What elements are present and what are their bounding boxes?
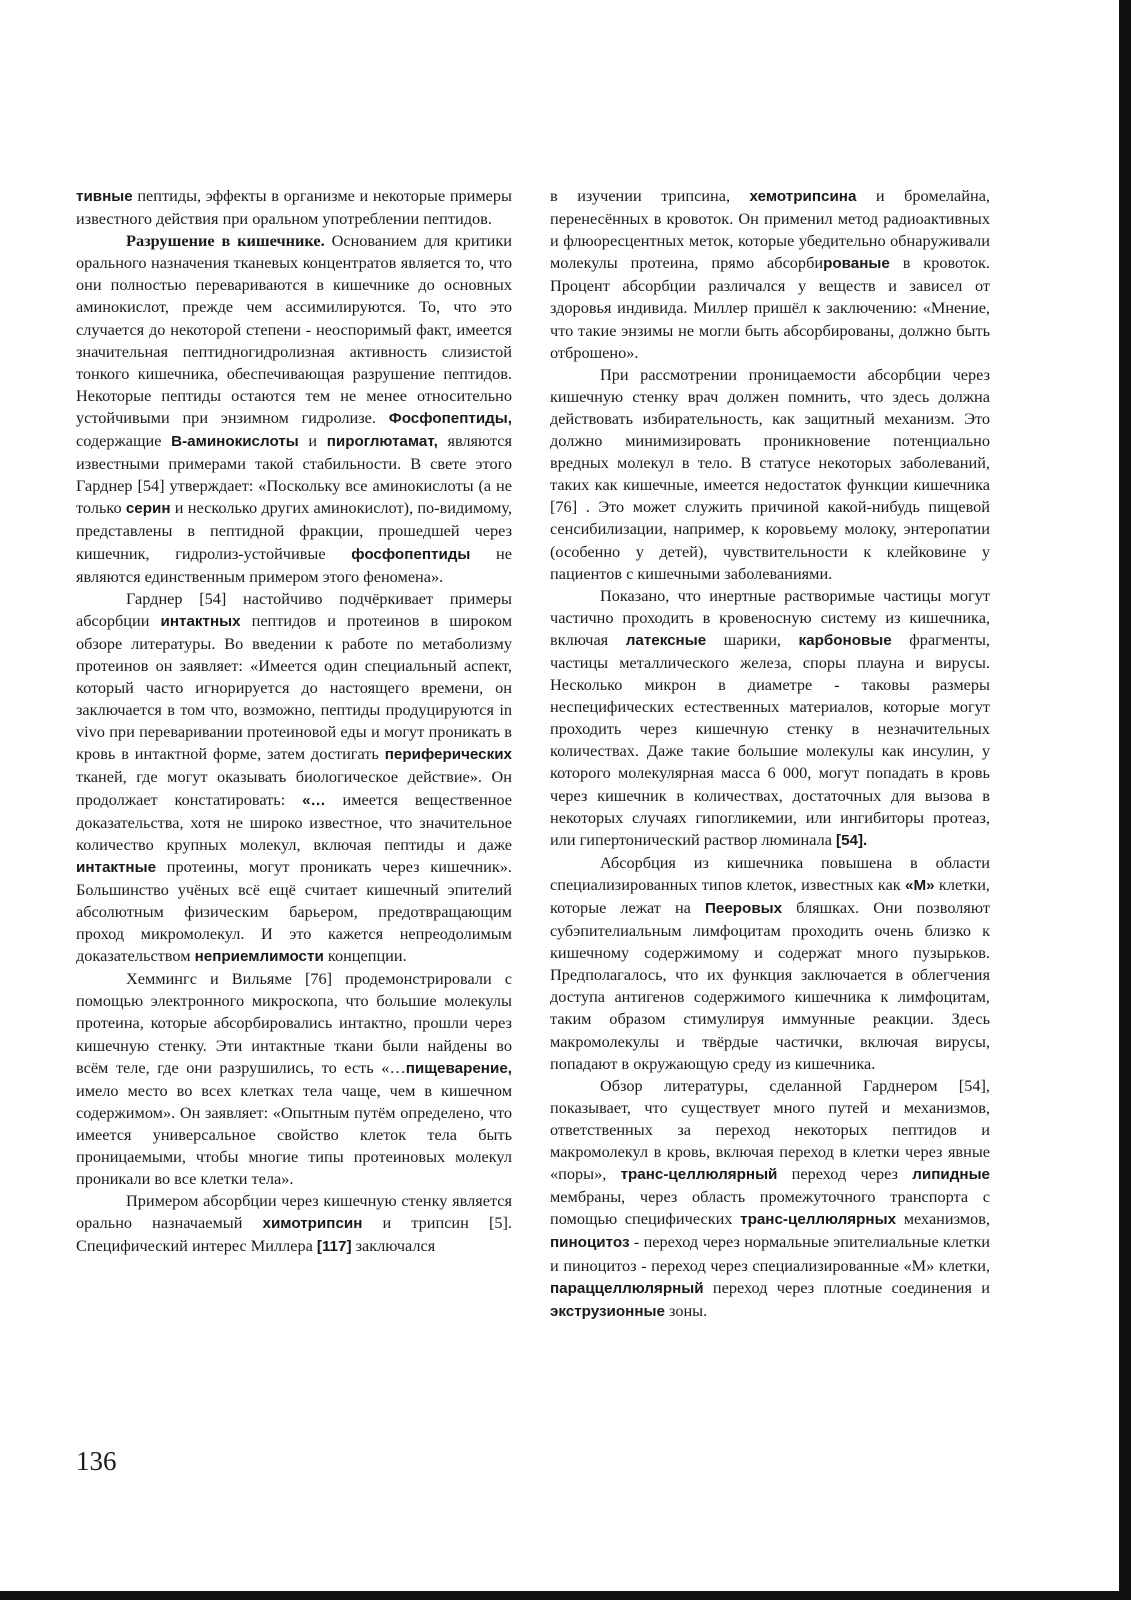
text: Обзор литературы, сделанной Гарднером [54], показывает, что существует много путей и механизмов, ответственных за переход некоторых пептидов и макромолекул в кровь, включая переход в клетки через явные «поры», [550,1075,990,1184]
term: пищеварение, [405,1059,512,1077]
text: фрагменты, частицы металлического железа, споры плауна и вирусы. Несколько микрон в диаметре - таковы размеры неспецифических естественных материалов, которые могут проходить через кишечную стенку в незначительных количествах. Даже такие большие молекулы как инсулин, у которого молекулярная масса 6 000, могут попадать в кровь через кишечник в количествах, достаточных для вызова в некоторых случаях гипогликемии, или ингибиторы протеаз, или гипертонический раствор люминала [550,629,991,849]
text: Хеммингс и Вильяме [76] продемонстрировали с помощью электронного микроскопа, что большие молекулы протеина, которые абсорбировались интактно, прошли через кишечную стенку. Эти интактные ткани были найдены во всём теле, где они разрушились, то есть «… [76,969,512,1077]
text: Показано, что инертные растворимые частицы могут частично проходить в кровеносную систему из кишечника, включая [550,585,990,649]
text: мембраны, через область промежуточного транспорта с помощью специфических [550,1187,990,1229]
scan-edge-bottom [0,1591,1131,1600]
text: не являются единственным примером этого феномена». [76,543,512,586]
term: «М» [905,876,935,894]
term: Пееровых [704,900,783,917]
paragraph [550,1075,990,1323]
term: транс-целлюлярный [620,1166,778,1184]
text: Гарднер [54] настойчиво подчёркивает примеры абсорбции [76,588,512,630]
term: хемотрипсина [749,188,857,205]
term: Фосфопептиды, [388,409,512,427]
term: В-аминокислоты [171,433,299,451]
paragraph [76,968,512,1190]
paragraph [550,185,990,364]
text: содержащие [76,431,172,451]
term: интактные [76,858,157,876]
term: [54]. [836,831,868,849]
text: Абсорбция из кишечника повышена в области специализированных типов клеток, известных как [550,852,990,894]
page-number: 136 [76,1446,117,1476]
term: латексные [625,631,707,649]
text: и несколько других аминокислот), по-видимому, представлены в пептидной фракции, прошедшей через кишечник, гидролиз-устойчивые [76,498,513,563]
term: параццеллюлярный [550,1279,704,1297]
text: имело место во всех клетках тела чаще, чем в кишечном содержимом». Он заявляет: «Опытным путём определено, что имеется универсальное свойство клеток тела быть проницаемыми, чтобы многие типы протеиновых молекул проникали во все клетки тела». [76,1080,512,1189]
text: и бромелайна, перенесённых в кровоток. Он применил метод радиоактивных и флюоресцентных меток, которые убедительно обнаруживали молекулы протеина, прямо абсорби [550,186,990,273]
paragraph [550,364,990,585]
text: При рассмотрении проницаемости абсорбции через кишечную стенку врач должен помнить, что здесь должна действовать избирательность, как защитный механизм. Это должно минимизировать проникновение потенциально вредных молекул в тело. В статусе некоторых заболеваний, таких как кишечные, имеется недостаток функции кишечника [76] . Это может служить причиной какой-нибудь пищевой сенсибилизации, например, к коровьему молоку, энтеропатии (особенно у детей), чувствительности к клейковине у пациентов с кишечными заболеваниями. [550,364,990,583]
paragraph [550,852,990,1075]
term: неприемлимости [194,948,324,966]
text: переход через [777,1164,913,1184]
term: [117] [316,1238,352,1256]
text: Основанием для критики орального назначения тканевых концентратов является то, что они полностью перевариваются в кишечнике до основных аминокислот, прежде чем ассимилируются. То, что это случается до некоторой степени - неоспоримый факт, имеется значительная пептидногидролизная активность слизистой тонкого кишечника, обеспечивающая разрушение пептидов. Некоторые пептиды остаются тем не менее относительно устойчивыми при энзимном гидролизе. [76,231,512,427]
text: являются известными примерами такой стабильности. В свете этого Гарднер [54] утверждает: «Поскольку все аминокислоты (а не только [76,431,513,518]
text: Примером абсорбции через кишечную стенку является орально назначаемый [76,1191,512,1233]
text: шарики, [706,629,799,649]
term: рованые [823,255,890,273]
term: транс-целлюлярных [740,1211,897,1229]
text: и [298,431,327,451]
term: карбоновые [798,631,892,649]
text: бляшках. Они позволяют субэпителиальным лимфоцитам проходить очень близко к кишечному содержимому и содержат много пузырьков. Предполагалось, что их функция заключается в облегчения доступа антигенов содержимого кишечника к лимфоцитам, таким образом стимулируя иммунные реакции. Здесь макромолекулы и твёрдые частички, включая вирусы, попадают в окружающую среду из кишечника. [550,898,990,1073]
term: экструзионные [550,1302,665,1320]
paragraph [76,230,512,588]
term: серин [125,500,171,518]
text: - переход через нормальные эпителиальные клетки и пиноцитоз - переход через специализированные «М» клетки, [550,1232,990,1275]
term: тивные [76,188,133,205]
term: «… [302,791,326,809]
text: протеины, могут проникать через кишечник». Большинство учёных всё ещё считает кишечный эпителий абсолютным физическим барьером, предотвращающим проход микромолекул. И это кажется непреодолимым доказательством [76,856,512,966]
term: фосфопептиды [351,545,471,563]
paragraph [550,585,990,852]
text: в кровоток. Процент абсорбции различался у веществ и зависел от здоровья индивида. Миллер пришёл к заключению: «Мнение, что такие энзимы не могли быть абсорбированы, должно быть отброшено». [550,253,990,362]
text: пептиды, эффекты в организме и некоторые примеры известного действия при оральном употреблении пептидов. [76,186,512,229]
term: периферических [384,746,512,764]
term: пиноцитоз [550,1234,630,1252]
section-heading: Разрушение в кишечнике. [126,231,325,251]
text: заключался [351,1236,436,1256]
text: в изучении трипсина, [550,186,750,205]
paragraph [76,588,512,969]
text: пептидов и протеинов в широком обзоре литературы. Во введении к работе по метаболизму протеинов он заявляет: «Имеется один специальный аспект, который часто игнорируется до настоящего времени, он заключается в том что, возможно, пептиды продуцируются in vivo при переваривании протеиновой еды и могут проникать в кровь в интактной форме, затем достигать [76,610,513,764]
text: зоны. [664,1300,708,1320]
paragraph [76,185,512,230]
term: липидные [912,1166,990,1184]
term: пироглютамат, [326,433,438,451]
text: тканей, где могут оказывать биологическое действие». Он продолжает констатировать: [76,767,512,809]
text: имеется вещественное доказательства, хотя не широко известное, что значительное количество крупных молекул, включая пептиды и даже [76,789,512,854]
left-column [76,185,512,1259]
text: клетки, которые лежат на [550,874,990,917]
paragraph [76,1190,512,1258]
right-column [550,185,990,1323]
text: механизмов, [896,1209,991,1229]
text: переход через плотные соединения и [703,1277,990,1297]
term: химотрипсин [262,1215,363,1233]
text: и трипсин [5]. Специфический интерес Миллера [76,1213,512,1256]
scan-edge-right [1119,0,1131,1600]
term: интактных [160,612,241,630]
text: концепции. [323,946,407,966]
